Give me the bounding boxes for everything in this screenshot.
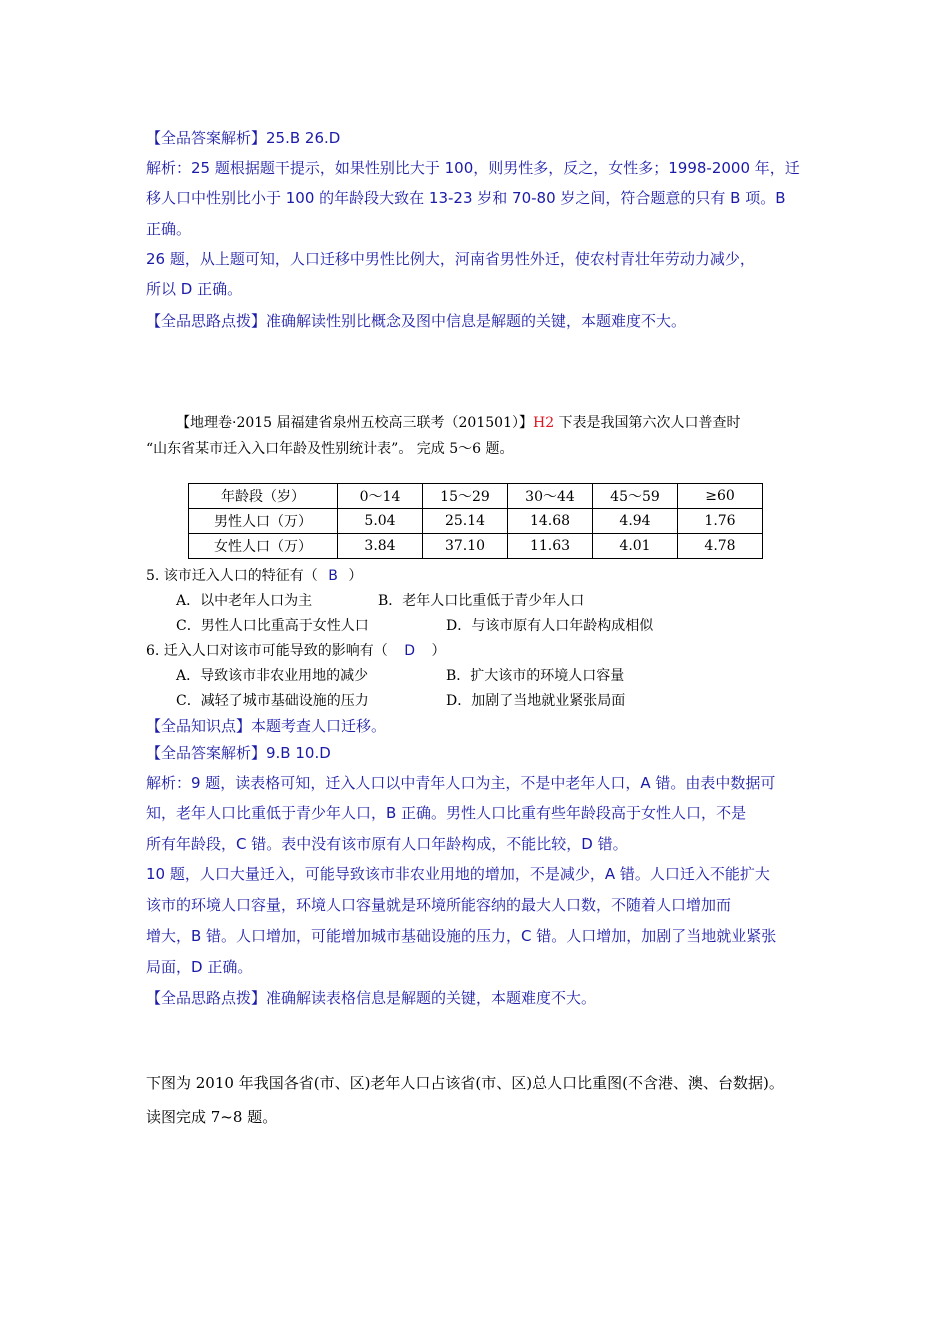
table-header-row xyxy=(189,484,763,509)
table-header-cell: 45～59 xyxy=(593,484,678,509)
table-cell: 14.68 xyxy=(508,509,593,534)
table-cell: 25.14 xyxy=(423,509,508,534)
analysis-line: 该市的环境人口容量，环境人口容量就是环境所能容纳的最大人口数，不随着人口增加而 xyxy=(146,896,732,914)
answer-analysis-heading-9-10: 【全品答案解析】9.B 10.D xyxy=(146,744,331,762)
table-cell: 1.76 xyxy=(678,509,763,534)
question-6-close: ） xyxy=(431,643,446,659)
table-cell: 女性人口（万） xyxy=(189,534,338,559)
table-cell: 3.84 xyxy=(338,534,423,559)
option-5a: A．以中老年人口为主 xyxy=(176,593,313,609)
analysis-line: 26 题，从上题可知，人口迁移中男性比例大，河南省男性外迁，使农村青壮年劳动力减少， xyxy=(146,250,755,268)
question-5-close: ） xyxy=(348,568,363,584)
table-cell: 4.94 xyxy=(593,509,678,534)
question-6-stem xyxy=(146,640,446,660)
table-row xyxy=(189,509,763,534)
knowledge-point: 【全品知识点】本题考查人口迁移。 xyxy=(146,717,387,735)
question-source xyxy=(176,412,741,432)
option-6c: C．减轻了城市基础设施的压力 xyxy=(176,693,369,709)
analysis-line: 解析：9 题，读表格可知，迁入人口以中青年人口为主，不是中老年人口，A 错。由表中数据可 xyxy=(146,774,776,792)
next-question-intro: 下图为 2010 年我国各省(市、区)老年人口占该省(市、区)总人口比重图(不含港、澳、台数据)。 xyxy=(146,1074,784,1092)
answer-analysis-heading-25-26: 【全品答案解析】25.B 26.D xyxy=(146,129,341,147)
table-cell: 11.63 xyxy=(508,534,593,559)
analysis-line: 增大，B 错。人口增加，可能增加城市基础设施的压力，C 错。人口增加，加剧了当地就业紧张 xyxy=(146,927,777,945)
option-6a: A．导致该市非农业用地的减少 xyxy=(176,668,369,684)
table-row xyxy=(189,534,763,559)
analysis-line: 局面，D 正确。 xyxy=(146,958,253,976)
thinking-tip: 【全品思路点拨】准确解读性别比概念及图中信息是解题的关键，本题难度不大。 xyxy=(146,312,687,330)
source-suffix: 下表是我国第六次人口普查时 xyxy=(554,415,741,431)
table-header-cell: 年龄段（岁） xyxy=(189,484,338,509)
analysis-line: 所有年龄段，C 错。表中没有该市原有人口年龄构成，不能比较，D 错。 xyxy=(146,835,628,853)
table-cell: 37.10 xyxy=(423,534,508,559)
option-5d: D．与该市原有人口年龄构成相似 xyxy=(446,618,654,634)
table-header-cell: 0～14 xyxy=(338,484,423,509)
table-cell: 男性人口（万） xyxy=(189,509,338,534)
table-cell: 4.78 xyxy=(678,534,763,559)
migration-statistics-table xyxy=(188,483,763,559)
analysis-line: 移人口中性别比小于 100 的年龄段大致在 13-23 岁和 70-80 岁之间，符合题意的只有 B 项。B xyxy=(146,189,786,207)
question-intro: “山东省某市迁入入口年龄及性别统计表”。 完成 5～6 题。 xyxy=(146,441,514,457)
analysis-line: 正确。 xyxy=(146,220,192,238)
option-6d: D．加剧了当地就业紧张局面 xyxy=(446,693,626,709)
question-5-answer: B xyxy=(328,568,338,584)
table-header-cell: 15～29 xyxy=(423,484,508,509)
analysis-line: 10 题，人口大量迁入，可能导致该市非农业用地的增加，不是减少，A 错。人口迁入不能扩大 xyxy=(146,865,770,883)
table-cell: 4.01 xyxy=(593,534,678,559)
next-question-intro: 读图完成 7~8 题。 xyxy=(146,1108,278,1126)
analysis-line: 解析：25 题根据题干提示，如果性别比大于 100，则男性多，反之，女性多；1998-2000 年，迁 xyxy=(146,159,800,177)
question-6-answer: D xyxy=(404,643,416,659)
question-5-text: 5. 该市迁入人口的特征有（ xyxy=(146,568,318,584)
option-5b: B．老年人口比重低于青少年人口 xyxy=(378,593,585,609)
thinking-tip: 【全品思路点拨】准确解读表格信息是解题的关键，本题难度不大。 xyxy=(146,989,597,1007)
question-5-stem xyxy=(146,565,362,585)
table-header-cell: 30～44 xyxy=(508,484,593,509)
source-prefix: 【地理卷·2015 届福建省泉州五校高三联考（201501）】 xyxy=(176,415,533,431)
table-header-cell: ≥60 xyxy=(678,484,763,509)
analysis-line: 知，老年人口比重低于青少年人口，B 正确。男性人口比重有些年龄段高于女性人口，不是 xyxy=(146,804,747,822)
option-6b: B．扩大该市的环境人口容量 xyxy=(446,668,625,684)
option-5c: C．男性人口比重高于女性人口 xyxy=(176,618,369,634)
source-code: H2 xyxy=(532,415,555,431)
analysis-line: 所以 D 正确。 xyxy=(146,280,243,298)
question-6-text: 6. 迁入人口对该市可能导致的影响有（ xyxy=(146,643,388,659)
table-cell: 5.04 xyxy=(338,509,423,534)
